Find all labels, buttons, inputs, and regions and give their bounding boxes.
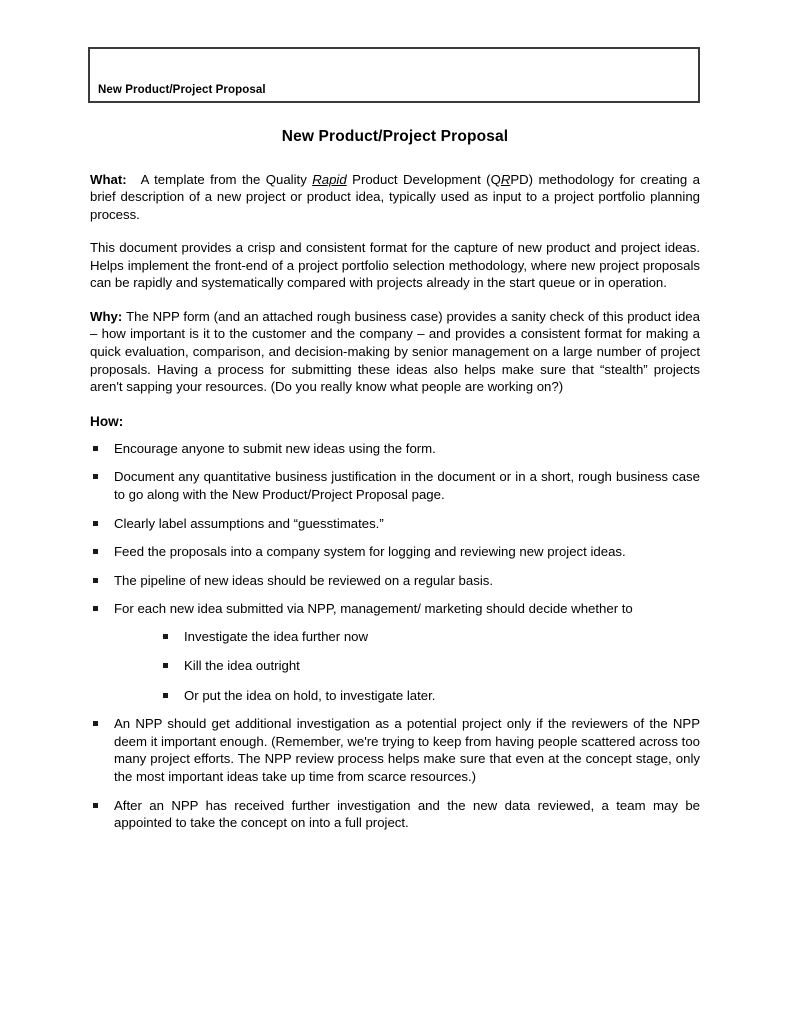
header-box <box>88 47 700 103</box>
list-item-text: An NPP should get additional investigation as a potential project only if the reviewers of the NPP deem it important enough. (Remember, we're trying to keep from having people scattered across too many project efforts. The NPP review process helps make sure that even at the concept stage, only the most important ideas take up time from scarce resources.) <box>114 716 700 785</box>
square-bullet-icon <box>163 634 168 639</box>
list-item-text: Encourage anyone to submit new ideas using the form. <box>114 440 436 456</box>
page-title: New Product/Project Proposal <box>281 128 509 145</box>
paragraph-what <box>90 171 700 224</box>
what-label: What: <box>90 171 127 187</box>
square-bullet-icon <box>93 549 98 554</box>
how-bullet-list <box>90 440 700 832</box>
square-bullet-icon <box>93 474 98 479</box>
list-item-text: After an NPP has received further investigation and the new data reviewed, a team may be appointed to take the concept on into a full project. <box>114 797 700 831</box>
list-item-text: Document any quantitative business justification in the document or in a short, rough business case to go along with the New Product/Project Proposal page. <box>114 469 700 503</box>
square-bullet-icon <box>93 721 98 726</box>
what-text-after-italic: Product Development (Q <box>346 171 501 187</box>
list-item-text: The pipeline of new ideas should be reviewed on a regular basis. <box>114 572 494 588</box>
what-text-before-italic: A template from the Quality <box>140 171 313 187</box>
square-bullet-icon <box>93 803 98 808</box>
paragraph-description: This document provides a crisp and consistent format for the capture of new product and project ideas. Helps implement the front-end of a project portfolio selection methodology, where new project proposals can be rapidly and systematically compared with projects already in the start queue or in operation. <box>90 240 700 291</box>
square-bullet-icon <box>93 578 98 583</box>
paragraph-why <box>90 308 700 396</box>
list-item <box>90 468 700 503</box>
list-item <box>90 572 700 590</box>
sub-list-item <box>160 657 700 675</box>
what-italic-word: Rapid <box>312 171 347 187</box>
sub-list-item-text: Investigate the idea further now <box>184 628 369 644</box>
square-bullet-icon <box>93 521 98 526</box>
list-item-text: Clearly label assumptions and “guesstimates.” <box>114 515 384 531</box>
why-text: The NPP form (and an attached rough business case) provides a sanity check of this product idea – how important is it to the customer and the company – and provides a consistent format for making a quick evaluation, comparison, and decision-making by senior management on a large number of project proposals. Having a process for submitting these ideas also helps make sure that “stealth” projects aren't sapping your resources. (Do you really know what people are working on?) <box>90 308 700 395</box>
why-label: Why: <box>90 308 123 324</box>
list-item <box>90 515 700 533</box>
what-text-tail: PD) methodology for creating a brief description of a new project or product idea, typically used as input to a project portfolio planning process. <box>90 171 700 222</box>
sub-list-item-text: Kill the idea outright <box>184 658 300 674</box>
list-item <box>90 440 700 458</box>
square-bullet-icon <box>163 663 168 668</box>
square-bullet-icon <box>163 693 168 698</box>
sub-list-item <box>160 687 700 705</box>
list-item-text: For each new idea submitted via NPP, management/ marketing should decide whether to <box>114 601 633 617</box>
list-item <box>90 715 700 785</box>
what-italic-letter: R <box>500 171 511 187</box>
header-box-label: New Product/Project Proposal <box>98 84 266 96</box>
list-item <box>90 797 700 832</box>
list-item <box>90 543 700 561</box>
square-bullet-icon <box>93 606 98 611</box>
square-bullet-icon <box>93 446 98 451</box>
list-item <box>90 600 700 704</box>
document-content <box>90 128 700 832</box>
sub-list-item <box>160 628 700 646</box>
sub-list-item-text: Or put the idea on hold, to investigate later. <box>184 687 436 703</box>
list-item-text: Feed the proposals into a company system for logging and reviewing new project ideas. <box>114 544 626 560</box>
how-sub-bullet-list <box>114 628 700 705</box>
how-label: How: <box>90 413 124 429</box>
